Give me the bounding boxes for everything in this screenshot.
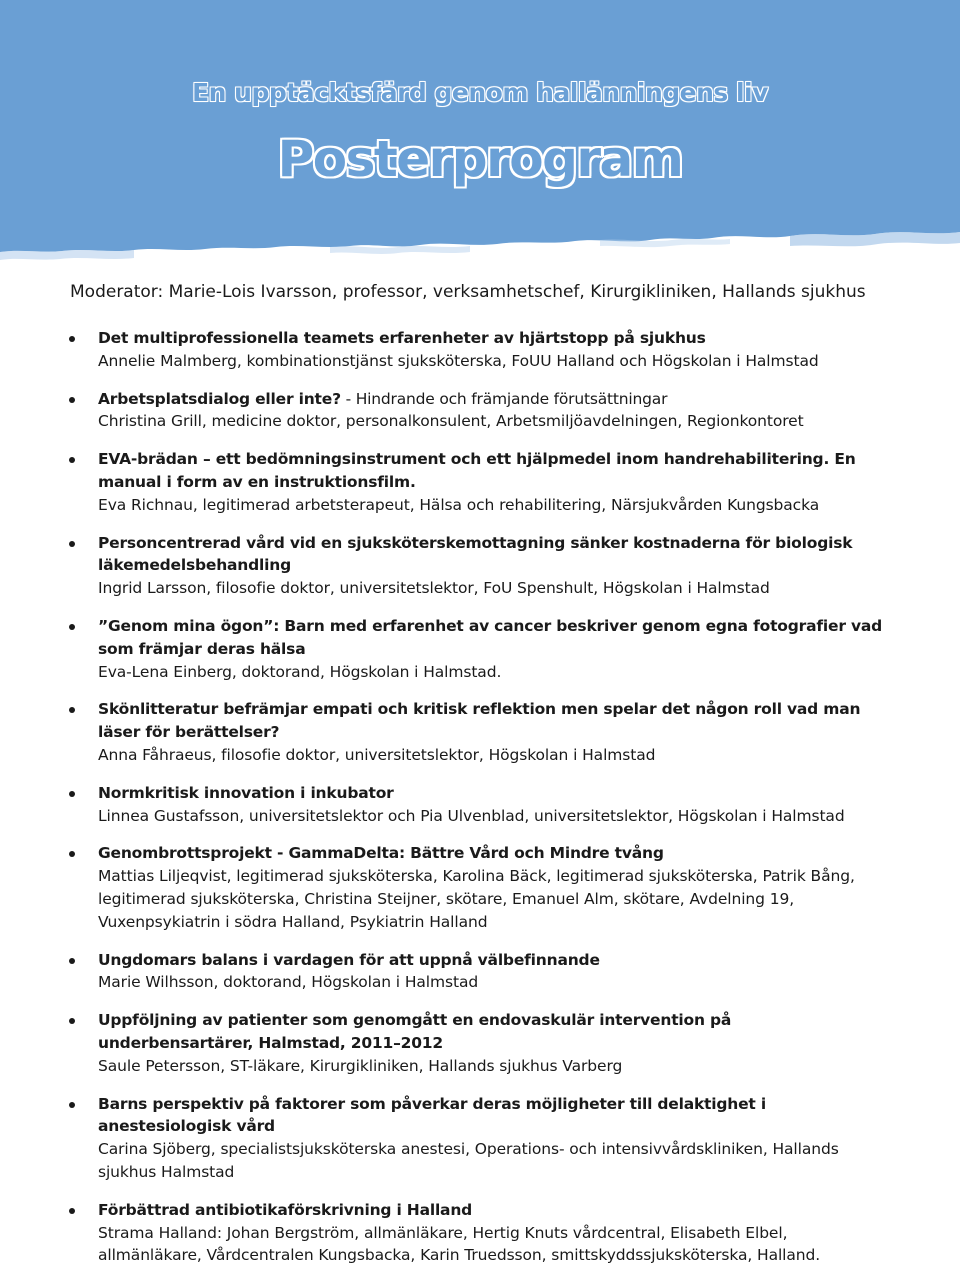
- poster-item: [0, 388, 960, 434]
- poster-title: Barns perspektiv på faktorer som påverkar deras möjligheter till delaktighet i anestesiologisk vård: [98, 1094, 766, 1136]
- poster-title: EVA-brädan – ett bedömningsinstrument och ett hjälpmedel inom handrehabilitering. En manual i form av en instruktionsfilm.: [98, 450, 856, 491]
- event-subtitle: En upptäcktsfärd genom hallänningens liv: [192, 78, 768, 107]
- bullet-icon: [69, 397, 75, 403]
- header-banner: [0, 0, 960, 270]
- poster-item: [0, 782, 960, 828]
- poster-authors: Annelie Malmberg, kombinationstjänst sjuksköterska, FoUU Halland och Högskolan i Halmstad: [98, 351, 819, 370]
- poster-item: [0, 1199, 960, 1267]
- bullet-icon: [69, 336, 75, 342]
- poster-authors: Linnea Gustafsson, universitetslektor och Pia Ulvenblad, universitetslektor, Högskolan i Halmstad: [98, 806, 845, 825]
- moderator-line: Moderator: Marie-Lois Ivarsson, professor, verksamhetschef, Kirurgikliniken, Hallands sjukhus: [70, 282, 866, 302]
- poster-authors: Eva Richnau, legitimerad arbetsterapeut, Hälsa och rehabilitering, Närsjukvården Kungsbacka: [98, 495, 820, 514]
- poster-title: Genombrottsprojekt - GammaDelta: Bättre Vård och Mindre tvång: [98, 844, 664, 863]
- poster-authors: Mattias Liljeqvist, legitimerad sjuksköterska, Karolina Bäck, legitimerad sjuksköterska, Patrik Bång, legitimerad sjuksköterska, Christina Steijner, skötare, Emanuel Alm, skötare, Avdelning 19, Vuxenpsykiatrin i södra Halland, Psykiatrin Halland: [98, 867, 855, 931]
- bullet-icon: [69, 958, 75, 964]
- bullet-icon: [69, 791, 75, 797]
- poster-item: [0, 615, 960, 683]
- poster-item: [0, 698, 960, 766]
- page-title: Posterprogram: [277, 130, 683, 188]
- poster-item: [0, 532, 960, 600]
- bullet-icon: [69, 707, 75, 713]
- poster-authors: Ingrid Larsson, filosofie doktor, universitetslektor, FoU Spenshult, Högskolan i Halmstad: [98, 579, 770, 598]
- bullet-icon: [69, 457, 75, 463]
- poster-authors: Christina Grill, medicine doktor, personalkonsulent, Arbetsmiljöavdelningen, Regionkontoret: [98, 412, 804, 431]
- bullet-icon: [69, 851, 75, 857]
- poster-title: ”Genom mina ögon”: Barn med erfarenhet av cancer beskriver genom egna fotografier vad som främjar deras hälsa: [98, 616, 883, 658]
- poster-title-bold: Arbetsplatsdialog eller inte?: [98, 389, 341, 408]
- poster-list: [0, 327, 960, 1282]
- bullet-icon: [69, 1102, 75, 1108]
- poster-title: [98, 388, 890, 411]
- poster-authors: Carina Sjöberg, specialistsjuksköterska anestesi, Operations- och intensivvårdskliniken, Hallands sjukhus Halmstad: [98, 1140, 839, 1181]
- poster-authors: Marie Wilhsson, doktorand, Högskolan i Halmstad: [98, 973, 479, 992]
- poster-title: Normkritisk innovation i inkubator: [98, 783, 394, 802]
- bullet-icon: [69, 541, 75, 547]
- poster-item: [0, 1009, 960, 1077]
- poster-title: Skönlitteratur befrämjar empati och kritisk reflektion men spelar det någon roll vad man läser för berättelser?: [98, 700, 861, 742]
- poster-item: [0, 1093, 960, 1184]
- poster-item: [0, 842, 960, 933]
- poster-title: Personcentrerad vård vid en sjuksköterskemottagning sänker kostnaderna för biologisk läkemedelsbehandling: [98, 533, 853, 575]
- poster-authors: Eva-Lena Einberg, doktorand, Högskolan i Halmstad.: [98, 662, 502, 681]
- poster-title: Förbättrad antibiotikaförskrivning i Halland: [98, 1200, 473, 1219]
- poster-item: [0, 448, 960, 516]
- poster-title-rest: - Hindrande och främjande förutsättningar: [340, 389, 668, 408]
- poster-title: Det multiprofessionella teamets erfarenheter av hjärtstopp på sjukhus: [98, 329, 706, 347]
- bullet-icon: [69, 1208, 75, 1214]
- poster-title: Ungdomars balans i vardagen för att uppnå välbefinnande: [98, 950, 600, 969]
- poster-item: [0, 327, 960, 373]
- bullet-icon: [69, 624, 75, 630]
- poster-item: [0, 949, 960, 995]
- bullet-icon: [69, 1018, 75, 1024]
- poster-authors: Anna Fåhraeus, filosofie doktor, universitetslektor, Högskolan i Halmstad: [98, 745, 656, 764]
- poster-title: Uppföljning av patienter som genomgått en endovaskulär intervention på underbensartärer, Halmstad, 2011–2012: [98, 1011, 732, 1052]
- poster-authors: Strama Halland: Johan Bergström, allmänläkare, Hertig Knuts vårdcentral, Elisabeth Elbel, allmänläkare, Vårdcentralen Kungsbacka, Karin Truedsson, smittskyddssjuksköterska, Halland.: [98, 1223, 821, 1265]
- poster-authors: Saule Petersson, ST-läkare, Kirurgikliniken, Hallands sjukhus Varberg: [98, 1056, 623, 1075]
